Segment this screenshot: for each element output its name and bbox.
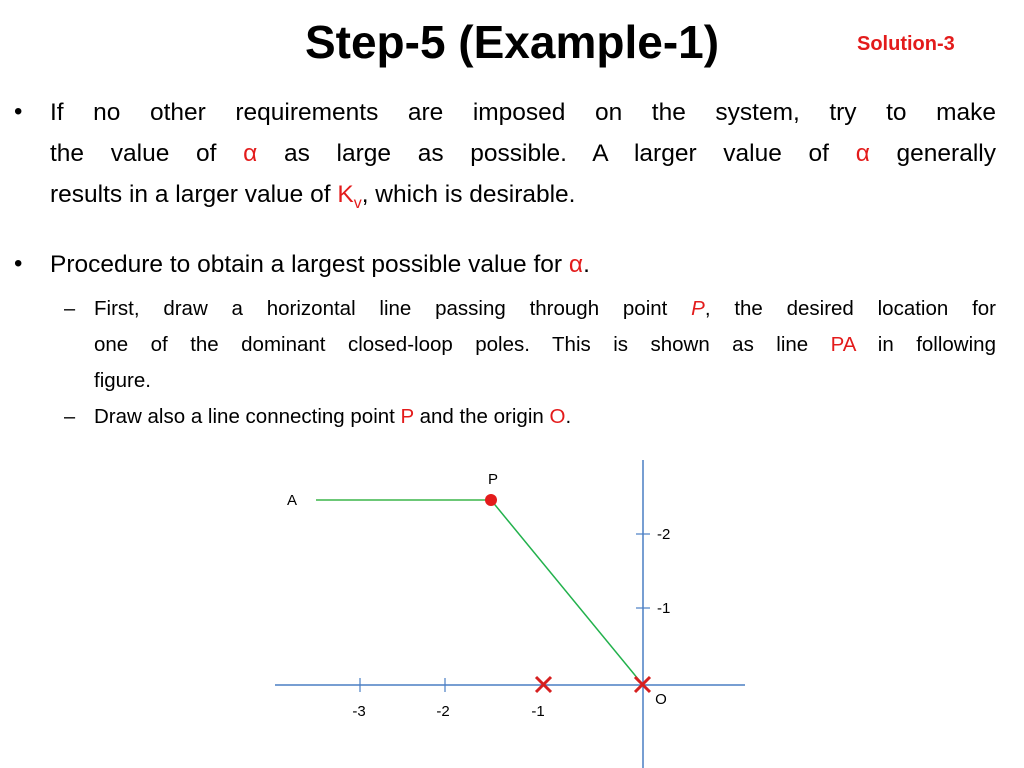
x-tick-label: -1 <box>531 703 545 720</box>
sub-bullet-1-line-3: figure. <box>94 369 151 392</box>
text-fragment: Procedure to obtain a largest possible value for <box>50 251 563 278</box>
x-tick-label: -3 <box>352 703 366 720</box>
text-fragment: . <box>583 251 590 278</box>
figure-label-o: O <box>655 691 667 708</box>
y-tick-label: -2 <box>657 526 671 543</box>
text-fragment: in following <box>877 333 996 356</box>
bullet-dot-icon: • <box>14 250 23 277</box>
k-letter: K <box>337 181 354 208</box>
y-tick-label: -1 <box>657 600 671 617</box>
text-fragment: generally <box>896 140 996 167</box>
text-fragment: results in a larger value of <box>50 181 331 208</box>
text-fragment: and the origin <box>419 405 544 428</box>
point-p-marker <box>485 494 497 506</box>
alpha-symbol: α <box>855 140 870 167</box>
alpha-symbol: α <box>243 140 258 167</box>
text-fragment: . <box>565 405 572 428</box>
slide-title: Step-5 (Example-1) <box>304 16 720 68</box>
x-tick-label: -2 <box>436 703 450 720</box>
text-fragment: the value of <box>50 140 217 167</box>
text-fragment: as large as possible. A larger value of <box>283 140 829 167</box>
text-fragment: Draw also a line connecting point <box>94 405 395 428</box>
solution-tag: Solution-3 <box>857 33 955 55</box>
text-fragment: First, draw a horizontal line passing through point <box>94 297 668 320</box>
text-fragment: , which is desirable. <box>361 181 576 208</box>
figure-label-p: P <box>487 471 499 488</box>
origin-o-label: O <box>549 405 566 428</box>
dash-icon: – <box>64 406 76 428</box>
alpha-symbol: α <box>568 251 584 278</box>
bullet-1-line-1: If no other requirements are imposed on the system, try to make <box>50 99 996 126</box>
dash-icon: – <box>64 298 76 320</box>
point-p-label: P <box>400 405 414 428</box>
point-p-label: P <box>691 297 705 320</box>
v-subscript: v <box>353 194 362 212</box>
line-po <box>491 500 643 685</box>
text-fragment: one of the dominant closed-loop poles. This is shown as line <box>94 333 809 356</box>
bullet-dot-icon: • <box>14 98 23 125</box>
figure-label-a: A <box>286 492 298 509</box>
text-fragment: , the desired location for <box>704 297 996 320</box>
line-pa-label: PA <box>830 333 856 356</box>
